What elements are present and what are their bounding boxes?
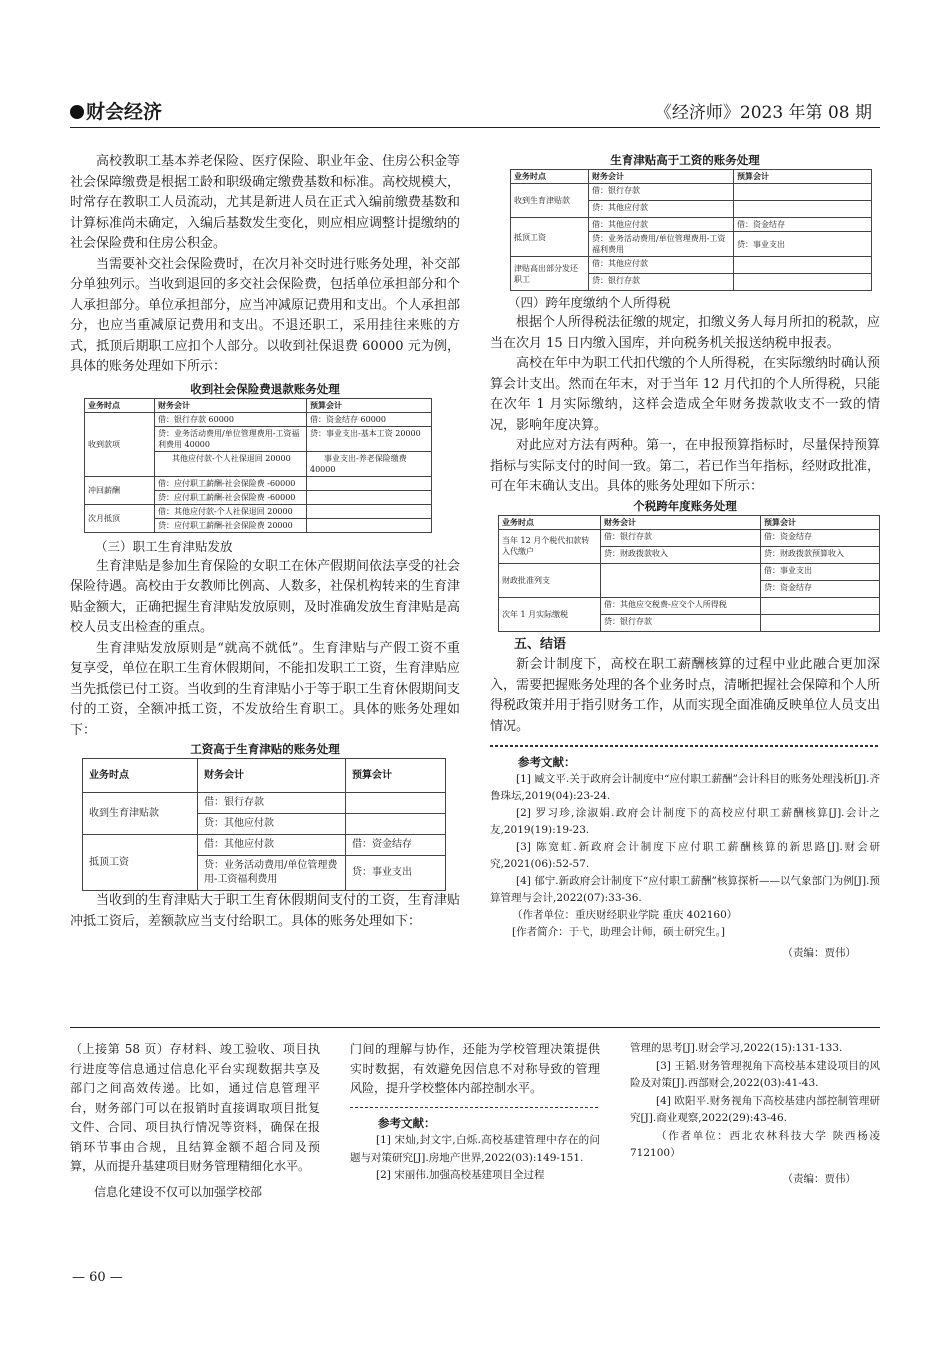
table-cell: 津贴高出部分发还职工: [511, 257, 589, 291]
table-cell: 贷：应付职工薪酬-社会保险费 20000: [155, 518, 307, 532]
reference-item: [3] 陈宽虹.新政府会计制度下应付职工薪酬核算的新思路[J].财会研究,2021(06):52-57.: [490, 840, 880, 870]
author-bio: [作者简介：于弋，助理会计师，硕士研究生。]: [512, 925, 725, 938]
table-cell: [734, 274, 872, 291]
paragraph: 根据个人所得税法征缴的规定，扣缴义务人每月所扣的税款，应当在次月 15 日内缴入国库，并向税务机关报送纳税申报表。: [490, 315, 881, 351]
table-cell: 借：事业支出: [761, 563, 880, 580]
table-cell: 借：其他应付款-个人社保退回 20000: [155, 504, 307, 518]
table-cell: 贷：业务活动费用/单位管理费用-工资福利费用: [589, 232, 734, 257]
table-cell: 抵顶工资: [83, 835, 198, 891]
table-cell: 财政批准列支: [499, 563, 601, 597]
reference-item: [1] 宋灿,封文宇,白烁.高校基建管理中存在的问题与对策研究[J].房地产世界,2022(03):149-151.: [350, 1134, 600, 1164]
table-allowance-higher: [510, 169, 872, 291]
bottom-column-1: [70, 1040, 320, 1202]
divider: [350, 1107, 600, 1109]
section-title: 财会经济: [70, 98, 162, 126]
table-cell: 收到生育津贴款: [83, 793, 198, 835]
table-header: 财务会计: [155, 398, 307, 412]
table-title: 工资高于生育津贴的账务处理: [190, 742, 340, 756]
page-number: — 60 —: [72, 1270, 123, 1285]
header-rule: [70, 127, 880, 128]
paragraph: 对此应对方法有两种。第一，在申报预算指标时，尽量保持预算指标与实际支付的时间一致。第二，若已作当年指标，经财政批准，可在年末确认支出。具体的账务处理如下所示：: [490, 438, 881, 494]
subsection-heading: （四）跨年度缴纳个人所得税: [508, 295, 671, 310]
table-cell: [761, 597, 880, 614]
table-cell: 借：银行存款 60000: [155, 412, 307, 426]
bottom-column-2: [350, 1040, 600, 1185]
reference-item: [2] 罗习珍,涂淑娟.政府会计制度下的高校应付职工薪酬核算[J].会计之友,2019(19):19-23.: [490, 806, 880, 836]
table-cell: [346, 814, 446, 835]
table-cell: 借：银行存款: [601, 529, 761, 546]
table-cell: [307, 518, 432, 532]
table-header: 业务时点: [499, 515, 601, 529]
table-social-insurance-refund: [84, 398, 432, 533]
table-header: 预算会计: [734, 170, 872, 184]
table-cell: [307, 490, 432, 504]
section-rule: [70, 1027, 880, 1028]
table-cell: 贷：业务活动费用/单位管理费用-工资福利费用 40000: [155, 426, 307, 451]
table-title: 生育津贴高于工资的账务处理: [610, 153, 760, 167]
author-unit: （作者单位：重庆财经职业学院 重庆 402160）: [512, 908, 738, 921]
left-column: [70, 152, 460, 932]
table-cell: 事业支出-养老保险缴费 40000: [307, 451, 432, 476]
bullet-icon: [70, 105, 84, 119]
table-wage-higher: [82, 758, 446, 891]
reference-item: [4] 欧阳平.财务视角下高校基建内部控制管理研究[J].商业观察,2022(29):43-46.: [630, 1094, 880, 1124]
paragraph: 高校教职工基本养老保险、医疗保险、职业年金、住房公积金等社会保障缴费是根据工龄和职级确定缴费基数和标准。高校规模大，时常存在教职工人员流动，尤其是新进人员在正式入编前缴费基数和计算标准尚未确定，入编后基数发生变化，则应相应调整计提缴纳的社会保险费和住房公积金。: [70, 154, 461, 251]
reference-item: [2] 宋丽伟.加强高校基建项目全过程: [376, 1169, 545, 1181]
table-header: 业务时点: [85, 398, 155, 412]
table-header: 预算会计: [346, 759, 446, 793]
references-heading: 参考文献：: [518, 754, 576, 769]
table-cell: 借：其他应付款: [198, 835, 346, 856]
reference-item: [3] 王韬.财务管理视角下高校基本建设项目的风险及对策[J].西部财会,2022(03):41-43.: [630, 1059, 880, 1089]
bottom-column-3: [630, 1040, 880, 1188]
right-column: [490, 152, 880, 962]
table-cell: [601, 563, 761, 597]
reference-item: 管理的思考[J].财会学习,2022(15):131-133.: [630, 1042, 843, 1054]
table-header: 财务会计: [198, 759, 346, 793]
paragraph: 当需要补交社会保险费时，在次月补交时进行账务处理，补交部分单独列示。当收到退回的多交社会保险费，包括单位承担部分和个人承担部分。单位承担部分，应当冲减原记费用和支出。个人承担部分，也应当重减原记费用和支出。不退还职工，采用挂往来账的方式，抵顶后期职工应扣个人部分。以收到社保退费 60000 元为例，具体的账务处理如下所示：: [70, 256, 461, 374]
table-cell: 贷：财政拨款预算收入: [761, 546, 880, 563]
table-tax-cross-year: [498, 515, 880, 632]
table-cell: [734, 184, 872, 201]
table-cell: 收到生育津贴款: [511, 184, 589, 218]
table-cell: 当年 12 月个税代扣款转入代缴户: [499, 529, 601, 563]
table-cell: 贷：资金结存: [761, 580, 880, 597]
table-cell: 贷：财政拨款收入: [601, 546, 761, 563]
table-cell: 其他应付款-个人社保退回 20000: [155, 451, 307, 476]
table-cell: 借：资金结存: [346, 835, 446, 856]
paragraph: 当收到的生育津贴大于职工生育休假期间支付的工资，生育津贴冲抵工资后，差额款应当支付给职工。具体的账务处理如下：: [70, 893, 461, 929]
table-cell: [734, 257, 872, 274]
table-cell: 次月抵顶: [85, 504, 155, 532]
table-title: 个税跨年度账务处理: [633, 498, 737, 513]
table-header: 财务会计: [601, 515, 761, 529]
editor-note: （责编：贾伟）: [782, 1172, 856, 1185]
paragraph: （上接第 58 页）存材料、竣工验收、项目执行进度等信息通过信息化平台实现数据共享及部门之间高效传递。比如，通过信息管理平台，财务部门可以在报销时直接调取项目批复文件、合同、项目执行情况等资料，确保在报销环节事由合规，且结算金额不超合同及预算，从而提升基建项目财务管理精细化水平。: [70, 1042, 320, 1173]
table-cell: 贷：银行存款: [601, 614, 761, 631]
paragraph: 生育津贴是参加生育保险的女职工在休产假期间依法享受的社会保险待遇。高校由于女教师比例高、人数多，社保机构转来的生育津贴金额大，正确把握生育津贴发放原则，及时准确发放生育津贴是高校人员支出检查的重点。: [70, 558, 461, 635]
table-cell: 贷：应付职工薪酬-社会保险费 -60000: [155, 490, 307, 504]
table-cell: 借：应付职工薪酬-社会保险费 -60000: [155, 476, 307, 490]
table-cell: 贷：事业支出-基本工资 20000: [307, 426, 432, 451]
table-cell: 次年 1 月实际缴税: [499, 597, 601, 631]
table-cell: 借：银行存款: [589, 184, 734, 201]
paragraph: 高校在年中为职工代扣代缴的个人所得税，在实际缴纳时确认预算会计支出。然而在年末，对于当年 12 月代扣的个人所得税，只能在次年 1 月实际缴纳，这样会造成全年财务拨款收支不一致的情况，影响年度决算。: [490, 356, 881, 433]
table-title: 收到社会保险费退款账务处理: [190, 381, 340, 396]
editor-note: （责编：贾伟）: [782, 946, 856, 959]
paragraph: 新会计制度下，高校在职工薪酬核算的过程中业此融合更加深入，需要把握账务处理的各个业务时点，清晰把握社会保障和个人所得税政策并用于指引财务工作，从而实现全面准确反映单位人员支出情况。: [490, 657, 881, 734]
table-cell: 借：资金结存 60000: [307, 412, 432, 426]
table-cell: [734, 201, 872, 218]
table-cell: 冲回薪酬: [85, 476, 155, 504]
table-cell: 贷：业务活动费用/单位管理费用-工资福利费用: [198, 856, 346, 891]
author-unit: （作者单位：西北农林科技大学 陕西杨凌 712100）: [630, 1129, 880, 1159]
divider: [490, 745, 880, 747]
table-cell: [761, 614, 880, 631]
journal-issue: 《经济师》2023 年第 08 期: [654, 103, 872, 123]
reference-item: [4] 郁宁.新政府会计制度下“应付职工薪酬”核算探析——以气象部门为例[J].预算管理与会计,2022(07):33-36.: [490, 874, 880, 904]
table-cell: 借：其他应付款: [589, 218, 734, 232]
table-cell: 贷：银行存款: [589, 274, 734, 291]
table-cell: 借：资金结存: [761, 529, 880, 546]
table-cell: 借：资金结存: [734, 218, 872, 232]
section-heading: 五、结语: [514, 636, 567, 652]
table-cell: 借：其他应交税费-应交个人所得税: [601, 597, 761, 614]
table-cell: 贷：事业支出: [346, 856, 446, 891]
table-cell: 借：银行存款: [198, 793, 346, 814]
table-header: 预算会计: [307, 398, 432, 412]
table-cell: 贷：事业支出: [734, 232, 872, 257]
table-cell: 借：其他应付款: [589, 257, 734, 274]
table-header: 预算会计: [761, 515, 880, 529]
table-cell: [307, 504, 432, 518]
reference-item: [1] 臧文平.关于政府会计制度中“应付职工薪酬”会计科目的账务处理浅析[J].齐鲁珠坛,2019(04):23-24.: [490, 772, 880, 802]
table-header: 业务时点: [83, 759, 198, 793]
subsection-heading: （三）职工生育津贴发放: [95, 538, 233, 554]
table-header: 财务会计: [589, 170, 734, 184]
paragraph: 门间的理解与协作，还能为学校管理决策提供实时数据，有效避免因信息不对称导致的管理风险，提升学校整体内部控制水平。: [350, 1042, 600, 1095]
table-cell: [307, 476, 432, 490]
paragraph: 信息化建设不仅可以加强学校部: [94, 1184, 263, 1199]
table-cell: [346, 793, 446, 814]
table-cell: 贷：其他应付款: [589, 201, 734, 218]
table-cell: 抵顶工资: [511, 218, 589, 257]
table-cell: 贷：其他应付款: [198, 814, 346, 835]
paragraph: 生育津贴发放原则是“就高不就低”。生育津贴与产假工资不重复享受，单位在职工生育休假期间，不能扣发职工工资，生育津贴应当先抵偿已付工资。当收到的生育津贴小于等于职工生育休假期间支付的工资，全额冲抵工资，不发放给生育职工。具体的账务处理如下：: [70, 640, 461, 738]
references-heading: 参考文献：: [378, 1116, 436, 1130]
table-cell: 收到款项: [85, 412, 155, 476]
table-header: 业务时点: [511, 170, 589, 184]
